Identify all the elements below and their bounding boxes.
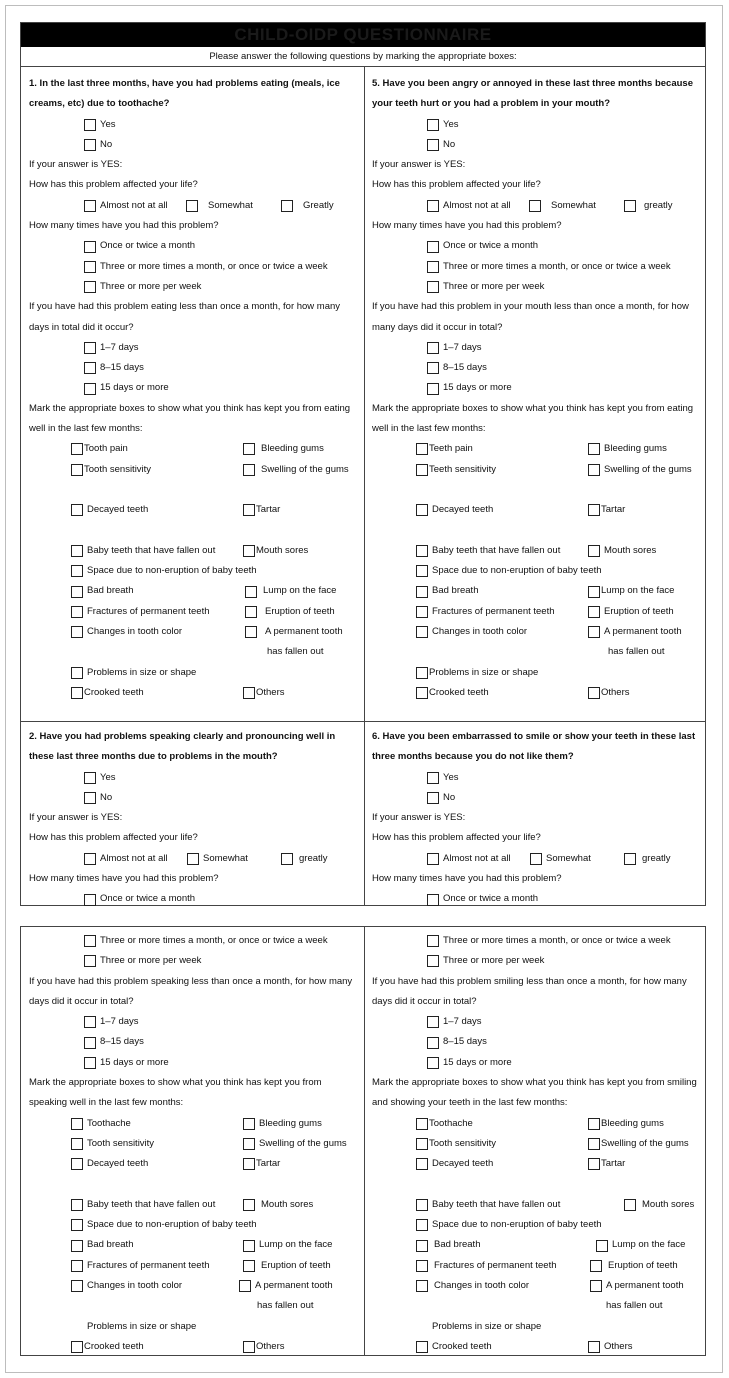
q1-affect-0: Almost not at all (100, 199, 168, 211)
q1-causes-0: Tooth pain (84, 443, 128, 455)
q6-if_yes: If your answer is YES: (372, 812, 466, 824)
q2-days_q: If you have had this problem speaking less than once a month, for how many days did it occur in total? (29, 975, 353, 1007)
q5-causes-10: Lump on the face (601, 585, 675, 597)
q2-causes-5: Tartar (256, 1158, 281, 1170)
q1-affect-almost-not-checkbox[interactable] (84, 200, 96, 212)
q1-cause-checkbox[interactable] (243, 687, 255, 699)
q5-causes-0: Teeth pain (429, 443, 473, 455)
q5-cause-checkbox[interactable] (588, 545, 600, 557)
q5-times-three-month-checkbox[interactable] (427, 261, 439, 273)
q1-cause-checkbox[interactable] (245, 586, 257, 598)
q6-causes-0: Toothache (429, 1117, 473, 1129)
q6-cause-checkbox[interactable] (416, 1138, 428, 1150)
question-5-text: 5. Have you been angry or annoyed in these last three months because your teeth hurt or you had a problem in your mouth? (372, 78, 693, 110)
q1-mark_q: Mark the appropriate boxes to show what you think has kept you from eating well in the last few months: (29, 402, 351, 435)
q5-yes: Yes (443, 118, 459, 130)
q5-times-three-week-checkbox[interactable] (427, 281, 439, 293)
q6-cause-checkbox[interactable] (588, 1341, 600, 1353)
q6-cause-checkbox[interactable] (416, 1260, 428, 1272)
q5-days-15-plus-checkbox[interactable] (427, 383, 439, 395)
q6-causes-2: Tooth sensitivity (429, 1137, 497, 1149)
q1-causes-5: Tartar (256, 504, 281, 516)
questionnaire-page-2 (20, 926, 706, 1356)
q6-cause-checkbox[interactable] (416, 1240, 428, 1252)
q1-days-1: 8–15 days (100, 362, 144, 374)
q5-no-checkbox[interactable] (427, 139, 439, 151)
q6-mark_q: Mark the appropriate boxes to show what you think has kept you from smiling and showing your teeth in the last few months: (372, 1077, 697, 1109)
q1-cause-checkbox[interactable] (71, 626, 83, 638)
q2-cause-checkbox[interactable] (71, 1158, 83, 1170)
q1-causes-17: Crooked teeth (84, 686, 144, 698)
q2-times-three-week-checkbox[interactable] (84, 955, 96, 967)
q6-causes-13: Changes in tooth color (434, 1280, 530, 1292)
q1-days-2: 15 days or more (100, 382, 169, 394)
q2-cause-checkbox[interactable] (71, 1219, 83, 1231)
q5-causes-2: Teeth sensitivity (429, 463, 497, 475)
question-6-text: 6. Have you been embarrassed to smile or show your teeth in these last three months because you do not like them? (372, 731, 696, 763)
q2-cause-checkbox[interactable] (71, 1199, 83, 1211)
q1-days-0: 1–7 days (100, 341, 139, 353)
q6-affect-0: Almost not at all (443, 852, 511, 864)
q1-yes: Yes (100, 118, 116, 130)
q2-days-8-15-checkbox[interactable] (84, 1037, 96, 1049)
q5-causes-17: Crooked teeth (429, 686, 489, 698)
q2-days-1-7-checkbox[interactable] (84, 1016, 96, 1028)
q6-causes-12: Eruption of teeth (608, 1259, 678, 1271)
q1-affect-greatly-checkbox[interactable] (281, 200, 293, 212)
q5-affect-2: greatly (644, 199, 673, 211)
q6-times-three-week-checkbox[interactable] (427, 955, 439, 967)
q1-causes-1: Bleeding gums (261, 443, 324, 455)
q1-times-1: Three or more times a month, or once or twice a week (100, 260, 328, 272)
q5-days-1: 8–15 days (443, 362, 487, 374)
q5-times-1: Three or more times a month, or once or twice a week (443, 260, 671, 272)
q1-causes-16: Problems in size or shape (87, 666, 197, 678)
q2-affect_q: How has this problem affected your life? (29, 832, 198, 844)
q2-yes: Yes (100, 771, 116, 783)
q6-cause-checkbox[interactable] (590, 1260, 602, 1272)
q2-causes-18: Others (256, 1340, 285, 1352)
q2-causes-0: Toothache (87, 1117, 131, 1129)
q6-yes: Yes (443, 771, 459, 783)
q6-times-2: Three or more per week (443, 955, 545, 967)
q5-cause-checkbox[interactable] (416, 545, 428, 557)
q5-causes-15: has fallen out (608, 646, 665, 658)
q5-cause-checkbox[interactable] (588, 606, 600, 618)
q5-cause-checkbox[interactable] (588, 504, 600, 516)
q1-causes-6: Baby teeth that have fallen out (87, 544, 216, 556)
q6-cause-checkbox[interactable] (416, 1280, 428, 1292)
q1-cause-checkbox[interactable] (71, 565, 83, 577)
q6-affect-1: Somewhat (546, 852, 591, 864)
q6-yes-checkbox[interactable] (427, 772, 439, 784)
q6-cause-checkbox[interactable] (624, 1199, 636, 1211)
q1-times-three-week-checkbox[interactable] (84, 281, 96, 293)
q1-times-three-month-checkbox[interactable] (84, 261, 96, 273)
q6-causes-4: Decayed teeth (432, 1158, 494, 1170)
q2-cause-checkbox[interactable] (243, 1240, 255, 1252)
q5-causes-16: Problems in size or shape (429, 666, 539, 678)
q2-times-1: Three or more times a month, or once or twice a week (100, 935, 328, 946)
q6-times_q: How many times have you had this problem? (372, 873, 562, 885)
q2-affect-somewhat-checkbox[interactable] (187, 853, 199, 865)
q5-causes-4: Decayed teeth (432, 504, 494, 516)
q1-cause-checkbox[interactable] (245, 606, 257, 618)
question-6-continued (372, 931, 702, 1357)
q6-cause-checkbox[interactable] (590, 1280, 602, 1292)
q2-days-15-plus-checkbox[interactable] (84, 1057, 96, 1069)
q6-causes-17: Crooked teeth (432, 1340, 492, 1352)
q6-no: No (443, 791, 456, 803)
q6-causes-6: Baby teeth that have fallen out (432, 1198, 561, 1210)
q1-days_q: If you have had this problem eating less than once a month, for how many days in total did it occur? (29, 301, 341, 333)
questionnaire-title: CHILD-OIDP QUESTIONNAIRE (21, 23, 705, 47)
q6-causes-3: Swelling of the gums (601, 1137, 689, 1149)
q5-times-2: Three or more per week (443, 280, 545, 292)
q2-cause-checkbox[interactable] (243, 1341, 255, 1353)
q5-affect-almost-not-checkbox[interactable] (427, 200, 439, 212)
q6-cause-checkbox[interactable] (416, 1219, 428, 1231)
q1-cause-checkbox[interactable] (71, 586, 83, 598)
q2-days-2: 15 days or more (100, 1056, 169, 1068)
q2-yes-checkbox[interactable] (84, 772, 96, 784)
q6-cause-checkbox[interactable] (416, 1199, 428, 1211)
questionnaire-page-1 (20, 22, 706, 906)
q6-causes-7: Mouth sores (642, 1198, 695, 1210)
q1-causes-4: Decayed teeth (87, 504, 149, 516)
q2-causes-10: Lump on the face (259, 1239, 333, 1251)
q5-cause-checkbox[interactable] (416, 667, 428, 679)
q6-causes-14: A permanent tooth (606, 1280, 684, 1292)
q5-mark_q: Mark the appropriate boxes to show what you think has kept you from eating well in the last few months: (372, 402, 694, 435)
q5-affect-somewhat-checkbox[interactable] (529, 200, 541, 212)
q5-causes-18: Others (601, 686, 630, 698)
q2-cause-checkbox[interactable] (71, 1280, 83, 1292)
q2-cause-checkbox[interactable] (243, 1138, 255, 1150)
q1-causes-8: Space due to non-eruption of baby teeth (87, 565, 257, 577)
q6-causes-9: Bad breath (434, 1239, 481, 1251)
q5-causes-3: Swelling of the gums (604, 463, 692, 475)
q6-times-0: Once or twice a month (443, 893, 539, 905)
q5-cause-checkbox[interactable] (588, 586, 600, 598)
q5-if_yes: If your answer is YES: (372, 159, 466, 171)
q1-affect-somewhat-checkbox[interactable] (186, 200, 198, 212)
q6-causes-5: Tartar (601, 1158, 626, 1170)
question-6-block (372, 727, 702, 907)
q2-cause-checkbox[interactable] (243, 1158, 255, 1170)
q5-causes-11: Fractures of permanent teeth (432, 605, 555, 617)
q1-causes-11: Fractures of permanent teeth (87, 605, 210, 617)
q1-affect_q: How has this problem affected your life? (29, 179, 198, 191)
q2-times-once-checkbox[interactable] (84, 894, 96, 906)
q2-causes-13: Changes in tooth color (87, 1280, 183, 1292)
q6-times-1: Three or more times a month, or once or twice a week (443, 935, 671, 946)
q2-no-checkbox[interactable] (84, 792, 96, 804)
q5-cause-checkbox[interactable] (588, 443, 600, 455)
q6-cause-checkbox[interactable] (416, 1158, 428, 1170)
q5-days_q: If you have had this problem in your mouth less than once a month, for how many days did it occur in total? (372, 301, 689, 333)
q1-cause-checkbox[interactable] (243, 443, 255, 455)
q1-cause-checkbox[interactable] (243, 504, 255, 516)
q2-affect-almost-not-checkbox[interactable] (84, 853, 96, 865)
instructions: Please answer the following questions by marking the appropriate boxes: (21, 47, 705, 67)
q2-causes-4: Decayed teeth (87, 1158, 149, 1170)
q1-cause-checkbox[interactable] (71, 687, 83, 699)
q1-cause-checkbox[interactable] (245, 626, 257, 638)
q5-causes-9: Bad breath (432, 585, 479, 597)
q2-causes-2: Tooth sensitivity (87, 1137, 155, 1149)
q6-days-15-plus-checkbox[interactable] (427, 1057, 439, 1069)
question-1-text: 1. In the last three months, have you had problems eating (meals, ice creams, etc) due to toothache? (29, 78, 340, 110)
q6-cause-checkbox[interactable] (588, 1118, 600, 1130)
q6-cause-checkbox[interactable] (416, 1118, 428, 1130)
q5-cause-checkbox[interactable] (588, 464, 600, 476)
q6-times-three-month-checkbox[interactable] (427, 935, 439, 947)
q2-days-1: 8–15 days (100, 1036, 144, 1048)
q2-mark_q: Mark the appropriate boxes to show what you think has kept you from speaking well in the last few months: (29, 1077, 322, 1109)
q6-days-8-15-checkbox[interactable] (427, 1037, 439, 1049)
q1-times-0: Once or twice a month (100, 240, 196, 252)
q1-days-15-plus-checkbox[interactable] (84, 383, 96, 395)
q5-days-1-7-checkbox[interactable] (427, 342, 439, 354)
q1-causes-18: Others (256, 686, 285, 698)
q1-causes-2: Tooth sensitivity (84, 463, 152, 475)
q5-cause-checkbox[interactable] (588, 626, 600, 638)
q5-cause-checkbox[interactable] (416, 443, 428, 455)
q1-causes-3: Swelling of the gums (261, 463, 349, 475)
q5-no: No (443, 138, 456, 150)
q5-cause-checkbox[interactable] (416, 565, 428, 577)
q1-causes-10: Lump on the face (263, 585, 337, 597)
q2-causes-7: Mouth sores (261, 1198, 314, 1210)
q1-cause-checkbox[interactable] (243, 464, 255, 476)
q1-if_yes: If your answer is YES: (29, 159, 123, 171)
q1-causes-7: Mouth sores (256, 544, 309, 556)
question-2-continued (29, 931, 359, 1357)
q1-times-2: Three or more per week (100, 280, 202, 292)
q6-days-1-7-checkbox[interactable] (427, 1016, 439, 1028)
q2-times-2: Three or more per week (100, 955, 202, 967)
q6-times-once-checkbox[interactable] (427, 894, 439, 906)
q2-if_yes: If your answer is YES: (29, 812, 123, 824)
q2-no: No (100, 791, 113, 803)
q2-causes-17: Crooked teeth (84, 1340, 144, 1352)
q6-causes-11: Fractures of permanent teeth (434, 1259, 557, 1271)
q1-times-once-checkbox[interactable] (84, 241, 96, 253)
q1-cause-checkbox[interactable] (71, 464, 83, 476)
q6-causes-8: Space due to non-eruption of baby teeth (432, 1219, 602, 1231)
q2-causes-15: has fallen out (257, 1300, 314, 1312)
q5-cause-checkbox[interactable] (416, 606, 428, 618)
q2-cause-checkbox[interactable] (71, 1240, 83, 1252)
q6-cause-checkbox[interactable] (588, 1138, 600, 1150)
q2-causes-1: Bleeding gums (259, 1117, 322, 1129)
q2-cause-checkbox[interactable] (71, 1118, 83, 1130)
q5-cause-checkbox[interactable] (588, 687, 600, 699)
q6-days_q: If you have had this problem smiling less than once a month, for how many days did it occur in total? (372, 975, 687, 1007)
q6-causes-10: Lump on the face (612, 1239, 686, 1251)
q5-days-0: 1–7 days (443, 341, 482, 353)
q6-cause-checkbox[interactable] (588, 1158, 600, 1170)
q1-affect-1: Somewhat (208, 199, 253, 211)
q1-cause-checkbox[interactable] (243, 545, 255, 557)
q5-causes-6: Baby teeth that have fallen out (432, 544, 561, 556)
q1-causes-15: has fallen out (267, 646, 324, 658)
q5-cause-checkbox[interactable] (416, 464, 428, 476)
q5-yes-checkbox[interactable] (427, 119, 439, 131)
q1-cause-checkbox[interactable] (71, 504, 83, 516)
q2-affect-1: Somewhat (203, 852, 248, 864)
q2-causes-9: Bad breath (87, 1239, 134, 1251)
q6-days-2: 15 days or more (443, 1056, 512, 1068)
question-5-block (372, 74, 702, 703)
q1-causes-12: Eruption of teeth (265, 605, 335, 617)
q5-cause-checkbox[interactable] (416, 504, 428, 516)
q2-days-0: 1–7 days (100, 1016, 139, 1028)
q5-days-8-15-checkbox[interactable] (427, 362, 439, 374)
q1-yes-checkbox[interactable] (84, 119, 96, 131)
q5-cause-checkbox[interactable] (416, 626, 428, 638)
q2-cause-checkbox[interactable] (71, 1138, 83, 1150)
q6-no-checkbox[interactable] (427, 792, 439, 804)
q1-cause-checkbox[interactable] (71, 545, 83, 557)
q1-cause-checkbox[interactable] (71, 606, 83, 618)
q2-cause-checkbox[interactable] (239, 1280, 251, 1292)
q2-causes-12: Eruption of teeth (261, 1259, 331, 1271)
q5-days-2: 15 days or more (443, 382, 512, 394)
q1-days-1-7-checkbox[interactable] (84, 342, 96, 354)
q1-times_q: How many times have you had this problem? (29, 220, 219, 232)
q5-times-once-checkbox[interactable] (427, 241, 439, 253)
q5-affect-1: Somewhat (551, 199, 596, 211)
q2-cause-checkbox[interactable] (243, 1118, 255, 1130)
q2-cause-checkbox[interactable] (71, 1341, 83, 1353)
question-2-text: 2. Have you had problems speaking clearly and pronouncing well in these last three months due to problems in the mouth? (29, 731, 336, 763)
q6-affect-somewhat-checkbox[interactable] (530, 853, 542, 865)
q6-cause-checkbox[interactable] (416, 1341, 428, 1353)
q1-causes-9: Bad breath (87, 585, 134, 597)
q1-no-checkbox[interactable] (84, 139, 96, 151)
q6-affect_q: How has this problem affected your life? (372, 832, 541, 844)
q5-causes-8: Space due to non-eruption of baby teeth (432, 565, 602, 577)
q5-times_q: How many times have you had this problem? (372, 220, 562, 232)
q6-affect-greatly-checkbox[interactable] (624, 853, 636, 865)
q2-cause-checkbox[interactable] (243, 1199, 255, 1211)
question-1-block (29, 74, 359, 703)
q1-days-8-15-checkbox[interactable] (84, 362, 96, 374)
q5-affect-greatly-checkbox[interactable] (624, 200, 636, 212)
q1-causes-14: A permanent tooth (265, 626, 343, 638)
q5-causes-12: Eruption of teeth (604, 605, 674, 617)
q2-cause-checkbox[interactable] (243, 1260, 255, 1272)
q6-affect-2: greatly (642, 852, 671, 864)
q5-causes-1: Bleeding gums (604, 443, 667, 455)
q6-causes-1: Bleeding gums (601, 1117, 664, 1129)
q2-times_q: How many times have you had this problem? (29, 873, 219, 885)
q2-causes-16: Problems in size or shape (87, 1320, 197, 1332)
q2-causes-3: Swelling of the gums (259, 1137, 347, 1149)
q2-cause-checkbox[interactable] (71, 1260, 83, 1272)
q6-causes-16: Problems in size or shape (432, 1320, 542, 1332)
q5-times-0: Once or twice a month (443, 240, 539, 252)
q1-cause-checkbox[interactable] (71, 443, 83, 455)
q6-affect-almost-not-checkbox[interactable] (427, 853, 439, 865)
q2-causes-6: Baby teeth that have fallen out (87, 1198, 216, 1210)
q5-causes-14: A permanent tooth (604, 626, 682, 638)
q6-cause-checkbox[interactable] (596, 1240, 608, 1252)
q1-cause-checkbox[interactable] (71, 667, 83, 679)
q2-affect-2: greatly (299, 852, 328, 864)
q6-days-1: 8–15 days (443, 1036, 487, 1048)
q1-causes-13: Changes in tooth color (87, 626, 183, 638)
q5-causes-5: Tartar (601, 504, 626, 516)
q2-times-three-month-checkbox[interactable] (84, 935, 96, 947)
q2-causes-11: Fractures of permanent teeth (87, 1259, 210, 1271)
q6-days-0: 1–7 days (443, 1016, 482, 1028)
q5-causes-13: Changes in tooth color (432, 626, 528, 638)
q1-no: No (100, 138, 113, 150)
q5-causes-7: Mouth sores (604, 544, 657, 556)
q2-causes-8: Space due to non-eruption of baby teeth (87, 1219, 257, 1231)
q5-affect_q: How has this problem affected your life? (372, 179, 541, 191)
q1-affect-2: Greatly (303, 199, 334, 211)
question-2-block (29, 727, 359, 907)
q5-cause-checkbox[interactable] (416, 586, 428, 598)
q2-affect-greatly-checkbox[interactable] (281, 853, 293, 865)
q6-causes-18: Others (604, 1340, 633, 1352)
q5-affect-0: Almost not at all (443, 199, 511, 211)
q5-cause-checkbox[interactable] (416, 687, 428, 699)
q6-causes-15: has fallen out (606, 1300, 663, 1312)
q2-causes-14: A permanent tooth (255, 1280, 333, 1292)
q2-times-0: Once or twice a month (100, 893, 196, 905)
q2-affect-0: Almost not at all (100, 852, 168, 864)
